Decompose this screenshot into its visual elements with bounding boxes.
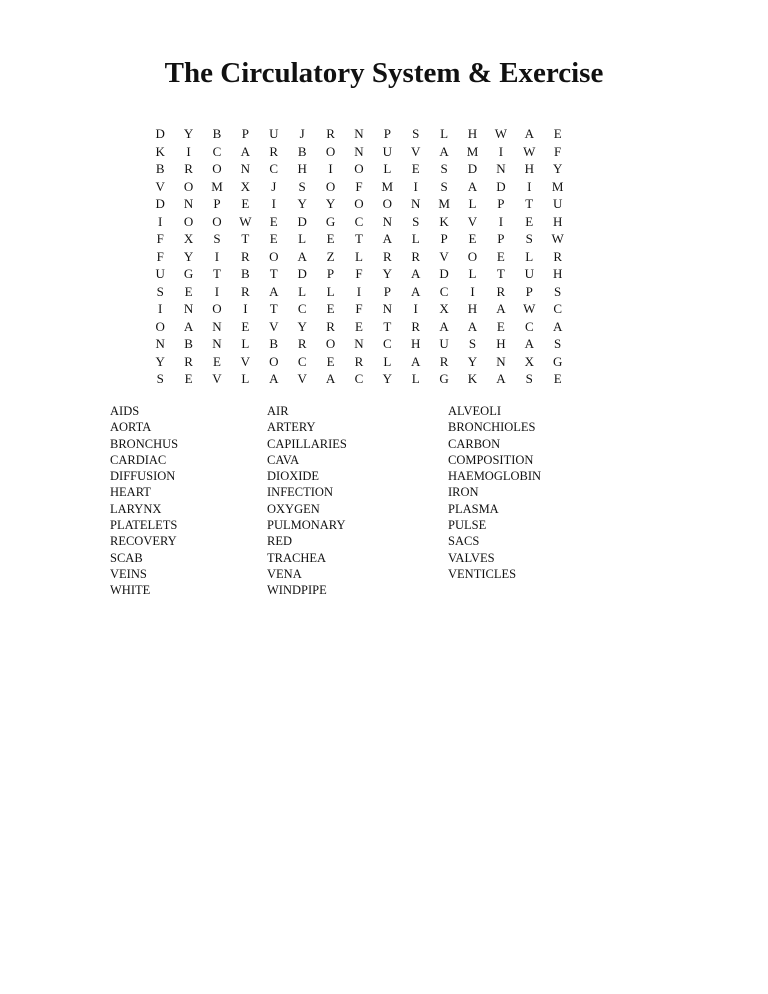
word-list-item: PULMONARY (267, 518, 346, 533)
grid-letter: J (299, 126, 305, 141)
grid-letter: D (496, 178, 506, 194)
grid-letter: O (382, 196, 393, 211)
word-list-item: DIOXIDE (267, 469, 320, 484)
word-list-item: BRONCHIOLES (448, 420, 536, 435)
grid-letter: S (298, 178, 306, 194)
grid-letter: A (467, 178, 478, 194)
grid-letter: S (156, 283, 164, 299)
grid-letter: N (382, 301, 393, 316)
grid-letter: E (269, 213, 278, 229)
word-list-item: VALVES (448, 550, 495, 565)
grid-letter: I (527, 178, 532, 194)
grid-letter: L (298, 231, 307, 246)
word-list-item: OXYGEN (267, 501, 320, 516)
grid-letter: N (212, 336, 222, 351)
grid-letter: E (411, 161, 420, 176)
word-list-item: CAPILLARIES (267, 436, 347, 451)
grid-letter: H (552, 213, 563, 229)
grid-letter: X (240, 178, 251, 194)
grid-letter: N (354, 336, 364, 351)
grid-letter: V (439, 248, 449, 264)
grid-letter: V (212, 371, 222, 386)
grid-letter: R (382, 248, 392, 264)
grid-letter: U (552, 196, 563, 211)
grid-letter: Y (382, 371, 393, 386)
grid-letter: A (467, 318, 478, 334)
grid-letter: M (466, 143, 479, 159)
grid-letter: N (212, 318, 222, 334)
grid-letter: F (554, 143, 562, 159)
grid-letter: R (411, 318, 421, 334)
page-title: The Circulatory System & Exercise (164, 57, 604, 89)
grid-letter: O (155, 318, 165, 334)
word-list-item: WHITE (110, 583, 151, 598)
grid-letter: E (326, 231, 335, 246)
grid-letter: A (183, 318, 194, 334)
grid-letter: N (183, 196, 194, 211)
grid-letter: S (468, 336, 477, 351)
grid-letter: U (524, 266, 534, 281)
grid-letter: O (269, 353, 279, 369)
grid-letter: C (354, 213, 364, 229)
grid-letter: L (241, 371, 250, 386)
grid-letter: H (524, 161, 534, 176)
grid-letter: L (298, 283, 307, 299)
grid-letter: R (496, 283, 506, 299)
grid-letter: L (241, 336, 250, 351)
grid-letter: O (269, 248, 279, 264)
grid-letter: G (183, 266, 194, 281)
word-column (110, 403, 178, 599)
grid-letter: S (554, 336, 562, 351)
grid-letter: A (382, 231, 393, 246)
grid-row (146, 265, 572, 283)
grid-letter: A (411, 353, 421, 369)
grid-letter: C (212, 143, 222, 159)
grid-letter: A (240, 143, 251, 159)
grid-letter: T (354, 231, 363, 246)
word-list-item: AORTA (110, 420, 152, 435)
grid-letter: M (551, 178, 564, 194)
grid-letter: W (523, 143, 536, 159)
grid-letter: A (269, 371, 279, 386)
grid-letter: R (297, 336, 307, 351)
word-list-item: CAVA (267, 452, 300, 467)
grid-letter: O (212, 213, 222, 229)
grid-letter: V (297, 371, 307, 386)
grid-letter: G (439, 371, 449, 386)
grid-letter: G (552, 353, 563, 369)
grid-letter: H (467, 126, 478, 141)
grid-letter: N (240, 161, 251, 176)
grid-letter: K (439, 213, 449, 229)
grid-letter: H (411, 336, 421, 351)
word-list-item: TRACHEA (267, 550, 327, 565)
grid-row (146, 353, 572, 371)
grid-letter: E (468, 231, 477, 246)
word-list-item: VENTICLES (448, 566, 517, 581)
grid-letter: N (354, 143, 364, 159)
word-list-item: SACS (448, 534, 480, 549)
grid-letter: P (383, 283, 391, 299)
grid-letter: I (328, 161, 333, 176)
grid-row (146, 230, 572, 248)
grid-letter: V (269, 318, 279, 334)
grid-letter: S (156, 371, 164, 386)
grid-letter: V (411, 143, 421, 159)
grid-letter: Y (183, 126, 194, 141)
grid-letter: L (440, 126, 449, 141)
grid-letter: D (155, 196, 165, 211)
grid-letter: I (158, 213, 163, 229)
grid-letter: I (271, 196, 276, 211)
grid-letter: R (354, 353, 364, 369)
grid-letter: P (241, 126, 249, 141)
word-list-item: PLATELETS (110, 518, 178, 533)
word-list-item: SCAB (110, 550, 143, 565)
word-list-item: DIFFUSION (110, 469, 176, 484)
grid-letter: P (525, 283, 533, 299)
grid-row (146, 318, 572, 336)
grid-letter: C (269, 161, 279, 176)
grid-letter: M (211, 178, 223, 194)
grid-letter: T (269, 266, 278, 281)
grid-letter: P (213, 196, 221, 211)
grid-letter: U (382, 143, 393, 159)
grid-letter: Y (382, 266, 393, 281)
grid-letter: C (439, 283, 449, 299)
grid-row (146, 248, 572, 266)
grid-letter: A (325, 371, 336, 386)
grid-letter: E (326, 353, 335, 369)
word-column (448, 403, 541, 582)
grid-letter: T (241, 231, 250, 246)
grid-letter: H (467, 301, 478, 316)
grid-letter: L (354, 248, 363, 264)
grid-letter: C (524, 318, 534, 334)
grid-letter: N (496, 161, 506, 176)
grid-letter: E (525, 213, 534, 229)
grid-letter: N (354, 126, 364, 141)
grid-letter: D (439, 266, 449, 281)
grid-letter: I (186, 143, 191, 159)
grid-letter: L (383, 161, 392, 176)
word-list-item: HEART (110, 485, 151, 500)
grid-letter: R (439, 353, 449, 369)
grid-letter: W (239, 213, 252, 229)
grid-letter: U (439, 336, 449, 351)
word-list-item: RED (267, 534, 292, 549)
grid-letter: R (326, 318, 335, 334)
grid-letter: A (524, 126, 534, 141)
grid-letter: S (440, 161, 448, 176)
grid-letter: E (241, 196, 250, 211)
grid-letter: K (467, 371, 478, 386)
grid-letter: L (411, 231, 420, 246)
grid-letter: D (155, 126, 165, 141)
grid-letter: D (297, 213, 307, 229)
grid-letter: O (354, 196, 364, 211)
grid-letter: A (297, 248, 307, 264)
grid-letter: B (212, 126, 222, 141)
grid-letter: Y (297, 196, 307, 211)
grid-letter: O (212, 161, 222, 176)
grid-letter: V (240, 353, 251, 369)
grid-letter: I (413, 301, 418, 316)
grid-letter: S (525, 231, 533, 246)
grid-letter: V (155, 178, 165, 194)
grid-letter: P (497, 231, 505, 246)
word-list-item: PULSE (448, 518, 487, 533)
grid-letter: E (213, 353, 221, 369)
grid-letter: O (183, 213, 194, 229)
grid-letter: O (325, 336, 336, 351)
grid-letter: I (356, 283, 362, 299)
grid-letter: P (497, 196, 505, 211)
grid-letter: E (241, 318, 250, 334)
grid-row (146, 160, 572, 178)
grid-letter: L (468, 266, 477, 281)
grid-letter: T (525, 196, 534, 211)
grid-letter: B (184, 336, 193, 351)
grid-letter: T (383, 318, 392, 334)
grid-letter: I (498, 143, 504, 159)
grid-letter: A (411, 266, 421, 281)
grid-letter: Y (467, 353, 478, 369)
grid-letter: A (411, 283, 421, 299)
word-list-item: CARDIAC (110, 452, 167, 467)
grid-letter: I (243, 301, 248, 316)
grid-letter: D (297, 266, 307, 281)
grid-letter: S (412, 213, 420, 229)
grid-letter: I (158, 301, 163, 316)
grid-letter: I (214, 283, 220, 299)
grid-letter: S (525, 371, 533, 386)
grid-letter: X (183, 231, 194, 246)
grid-letter: N (382, 213, 393, 229)
grid-letter: U (269, 126, 279, 141)
word-list-item: LARYNX (110, 501, 162, 516)
grid-letter: R (184, 161, 193, 176)
grid-letter: E (553, 126, 562, 141)
grid-letter: U (155, 266, 165, 281)
grid-letter: A (496, 371, 506, 386)
grid-letter: H (496, 336, 506, 351)
grid-letter: P (440, 231, 448, 246)
word-list-item: HAEMOGLOBIN (448, 469, 542, 484)
grid-letter: B (155, 161, 165, 176)
grid-letter: E (496, 248, 505, 264)
word-list-item: VEINS (110, 566, 147, 581)
grid-letter: A (552, 318, 563, 334)
grid-letter: V (467, 213, 478, 229)
grid-letter: R (269, 143, 279, 159)
grid-letter: T (496, 266, 505, 281)
grid-letter: E (269, 231, 278, 246)
grid-letter: A (496, 301, 506, 316)
grid-letter: H (552, 266, 563, 281)
grid-letter: C (297, 301, 307, 316)
grid-letter: F (355, 178, 363, 194)
grid-row (146, 178, 572, 196)
grid-letter: Y (297, 318, 307, 334)
grid-letter: P (326, 266, 335, 281)
grid-letter: L (468, 196, 477, 211)
grid-letter: S (440, 178, 448, 194)
word-list-item: COMPOSITION (448, 452, 534, 467)
grid-letter: R (184, 353, 193, 369)
grid-letter: R (326, 126, 335, 141)
word-list-item: BRONCHUS (110, 436, 179, 451)
grid-letter: X (439, 301, 449, 316)
word-list-item: RECOVERY (110, 534, 177, 549)
word-list-item: ARTERY (267, 420, 316, 435)
grid-letter: M (438, 196, 450, 211)
grid-letter: C (382, 336, 392, 351)
grid-letter: L (326, 283, 335, 299)
grid-letter: S (412, 126, 420, 141)
grid-letter: E (326, 301, 335, 316)
grid-letter: F (355, 301, 363, 316)
word-search-grid (146, 125, 572, 388)
grid-letter: I (214, 248, 220, 264)
grid-letter: C (354, 371, 364, 386)
grid-letter: K (155, 143, 165, 159)
grid-row (146, 125, 572, 143)
grid-letter: A (439, 143, 449, 159)
grid-letter: W (523, 301, 536, 316)
grid-letter: C (553, 301, 562, 316)
grid-letter: N (411, 196, 421, 211)
grid-letter: N (496, 353, 506, 369)
grid-letter: Y (155, 353, 165, 369)
word-list-item: VENA (267, 566, 302, 581)
word-list-item: AIDS (110, 404, 140, 418)
grid-row (146, 213, 572, 231)
grid-letter: W (494, 126, 508, 141)
grid-letter: L (525, 248, 534, 264)
grid-letter: J (271, 178, 277, 194)
grid-letter: N (155, 336, 165, 351)
word-list-item: PLASMA (448, 501, 499, 516)
grid-letter: E (354, 318, 363, 334)
grid-letter: G (325, 213, 336, 229)
grid-letter: E (496, 318, 505, 334)
grid-letter: R (241, 248, 250, 264)
grid-letter: P (383, 126, 391, 141)
word-list-item: WINDPIPE (267, 583, 327, 598)
grid-letter: H (297, 161, 307, 176)
grid-letter: A (439, 318, 449, 334)
grid-letter: O (325, 143, 336, 159)
grid-letter: Z (326, 248, 335, 264)
grid-letter: L (411, 371, 420, 386)
grid-letter: I (413, 178, 418, 194)
grid-letter: F (156, 248, 164, 264)
grid-letter: S (554, 283, 562, 299)
grid-row (146, 335, 572, 353)
grid-letter: Y (552, 161, 563, 176)
grid-letter: O (212, 301, 222, 316)
word-list-item: IRON (448, 485, 479, 500)
grid-letter: B (297, 143, 307, 159)
grid-letter: D (467, 161, 478, 176)
grid-letter: A (524, 336, 534, 351)
grid-letter: A (269, 283, 279, 299)
grid-letter: Y (183, 248, 194, 264)
word-column (267, 403, 347, 599)
grid-letter: R (241, 283, 250, 299)
word-list-item: AIR (267, 404, 289, 418)
grid-letter: O (325, 178, 336, 194)
grid-letter: T (213, 266, 221, 281)
grid-letter: E (553, 371, 562, 386)
grid-letter: O (354, 161, 364, 176)
grid-letter: B (269, 336, 279, 351)
grid-letter: B (241, 266, 250, 281)
grid-letter: X (524, 353, 534, 369)
word-list-item: ALVEOLI (448, 404, 502, 418)
grid-row (146, 300, 572, 318)
grid-letter: T (269, 301, 278, 316)
word-list-item: INFECTION (267, 485, 333, 500)
grid-row (146, 283, 572, 301)
grid-letter: E (184, 283, 193, 299)
word-list-item: CARBON (448, 436, 501, 451)
grid-letter: W (551, 231, 564, 246)
grid-letter: I (470, 283, 475, 299)
grid-letter: E (184, 371, 193, 386)
grid-letter: R (553, 248, 562, 264)
grid-row (146, 195, 572, 213)
grid-letter: O (183, 178, 194, 194)
grid-letter: R (411, 248, 421, 264)
grid-letter: O (467, 248, 478, 264)
grid-row (146, 143, 572, 161)
grid-letter: M (381, 178, 394, 194)
grid-letter: L (383, 353, 392, 369)
grid-letter: I (498, 213, 504, 229)
grid-letter: N (183, 301, 194, 316)
grid-letter: C (297, 353, 307, 369)
grid-letter: S (213, 231, 221, 246)
grid-row (146, 370, 572, 388)
grid-letter: F (355, 266, 363, 281)
grid-letter: F (156, 231, 164, 246)
grid-letter: Y (325, 196, 336, 211)
